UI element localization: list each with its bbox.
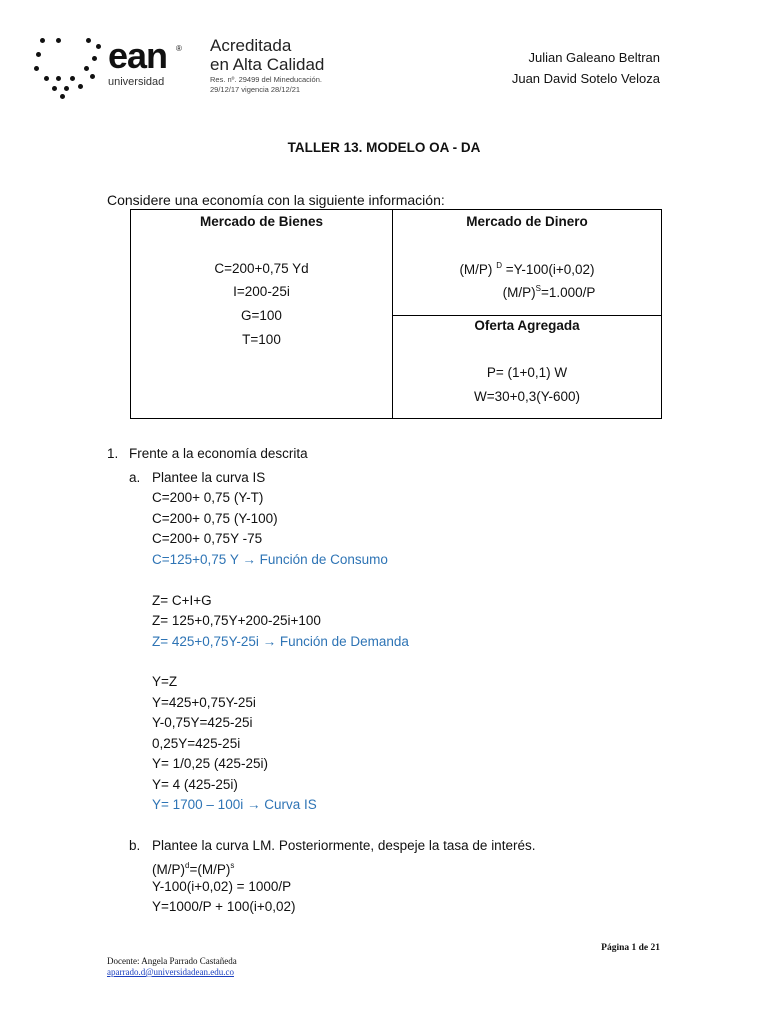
subquestion-b-letter: b. [129, 838, 141, 853]
question-number: 1. [107, 446, 119, 461]
cell-oferta-agregada [393, 316, 661, 418]
eq-part: =1.000/P [540, 285, 596, 300]
intro-text: Considere una economía con la siguiente información: [107, 192, 445, 208]
cell-line [393, 261, 661, 277]
footer-email-link[interactable]: aparrado.d@universidadean.edu.co [107, 967, 234, 977]
cell-line: T=100 [242, 332, 281, 347]
equation-line: 0,25Y=425-25i [152, 736, 241, 751]
equation-line: C=200+ 0,75 (Y-100) [152, 511, 278, 526]
cell-header: Mercado de Bienes [199, 214, 324, 229]
logo-subtitle: universidad [108, 76, 165, 88]
subquestion-b-text: Plantee la curva LM. Posteriormente, despeje la tasa de interés. [152, 838, 536, 853]
page-number: Página 1 de 21 [601, 943, 660, 953]
eq-part: =Y-100(i+0,02) [501, 262, 595, 277]
cell-header: Mercado de Dinero [466, 214, 588, 229]
eq-part: (M/P) [502, 285, 536, 300]
cell-line: W=30+0,3(Y-600) [473, 389, 581, 404]
accreditation-resolution [210, 75, 322, 95]
equation-line: Z= C+I+G [152, 593, 212, 608]
equation-line: Z= 125+0,75Y+200-25i+100 [152, 613, 321, 628]
equation-line: Y-0,75Y=425-25i [152, 715, 253, 730]
cell-line: I=200-25i [233, 284, 290, 299]
equation-line-highlight: C=125+0,75 Y → Función de Consumo [152, 552, 388, 567]
accreditation-title [210, 36, 324, 74]
author-1: Julian Galeano Beltran [528, 50, 660, 65]
info-table [130, 209, 662, 419]
footer-docente: Docente: Angela Parrado Castañeda [107, 956, 237, 966]
equation-line-highlight: Y= 1700 – 100i → Curva IS [152, 797, 317, 812]
eq-superscript: D [496, 261, 502, 270]
equation-line: Y= 1/0,25 (425-25i) [152, 756, 268, 771]
document-title: TALLER 13. MODELO OA - DA [287, 140, 481, 155]
subquestion-a-text: Plantee la curva IS [152, 470, 266, 485]
equation-line: Y=425+0,75Y-25i [152, 695, 256, 710]
equation-line: C=200+ 0,75Y -75 [152, 531, 263, 546]
cell-mercado-bienes [131, 210, 393, 418]
cell-line: P= (1+0,1) W [486, 365, 568, 380]
cell-mercado-dinero [393, 210, 661, 316]
equation-line: Y=1000/P + 100(i+0,02) [152, 899, 296, 914]
equation-line: Y= 4 (425-25i) [152, 777, 238, 792]
cell-header: Oferta Agregada [474, 318, 580, 333]
accreditation-line1: Acreditada [210, 36, 292, 55]
equation-line: Y-100(i+0,02) = 1000/P [152, 879, 292, 894]
eq-part: (M/P) [459, 262, 493, 277]
cell-line: C=200+0,75 Yd [214, 261, 309, 276]
cell-line [393, 284, 661, 300]
accreditation-line2: en Alta Calidad [210, 55, 325, 74]
equation-line: Y=Z [152, 674, 178, 689]
logo-wordmark: ean [108, 35, 168, 76]
equation-line: C=200+ 0,75 (Y-T) [152, 490, 264, 505]
eq-part: (M/P) [152, 862, 185, 877]
logo-dots [34, 36, 104, 98]
subquestion-a-letter: a. [129, 470, 141, 485]
eq-superscript: S [535, 284, 541, 293]
accreditation-res1: Res. nº. 29499 del Mineducación. [210, 75, 322, 84]
accreditation-res2: 29/12/17 vigencia 28/12/21 [210, 85, 301, 94]
question-text: Frente a la economía descrita [129, 446, 308, 461]
eq-part: =(M/P) [189, 862, 231, 877]
cell-line: G=100 [241, 308, 282, 323]
eq-superscript: d [185, 861, 190, 870]
equation-line-highlight: Z= 425+0,75Y-25i → Función de Demanda [152, 634, 409, 649]
authors [512, 47, 660, 89]
author-2: Juan David Sotelo Veloza [511, 71, 660, 86]
eq-superscript: s [230, 861, 235, 870]
logo-registered-mark: ® [176, 44, 182, 53]
equation-line [152, 858, 234, 878]
